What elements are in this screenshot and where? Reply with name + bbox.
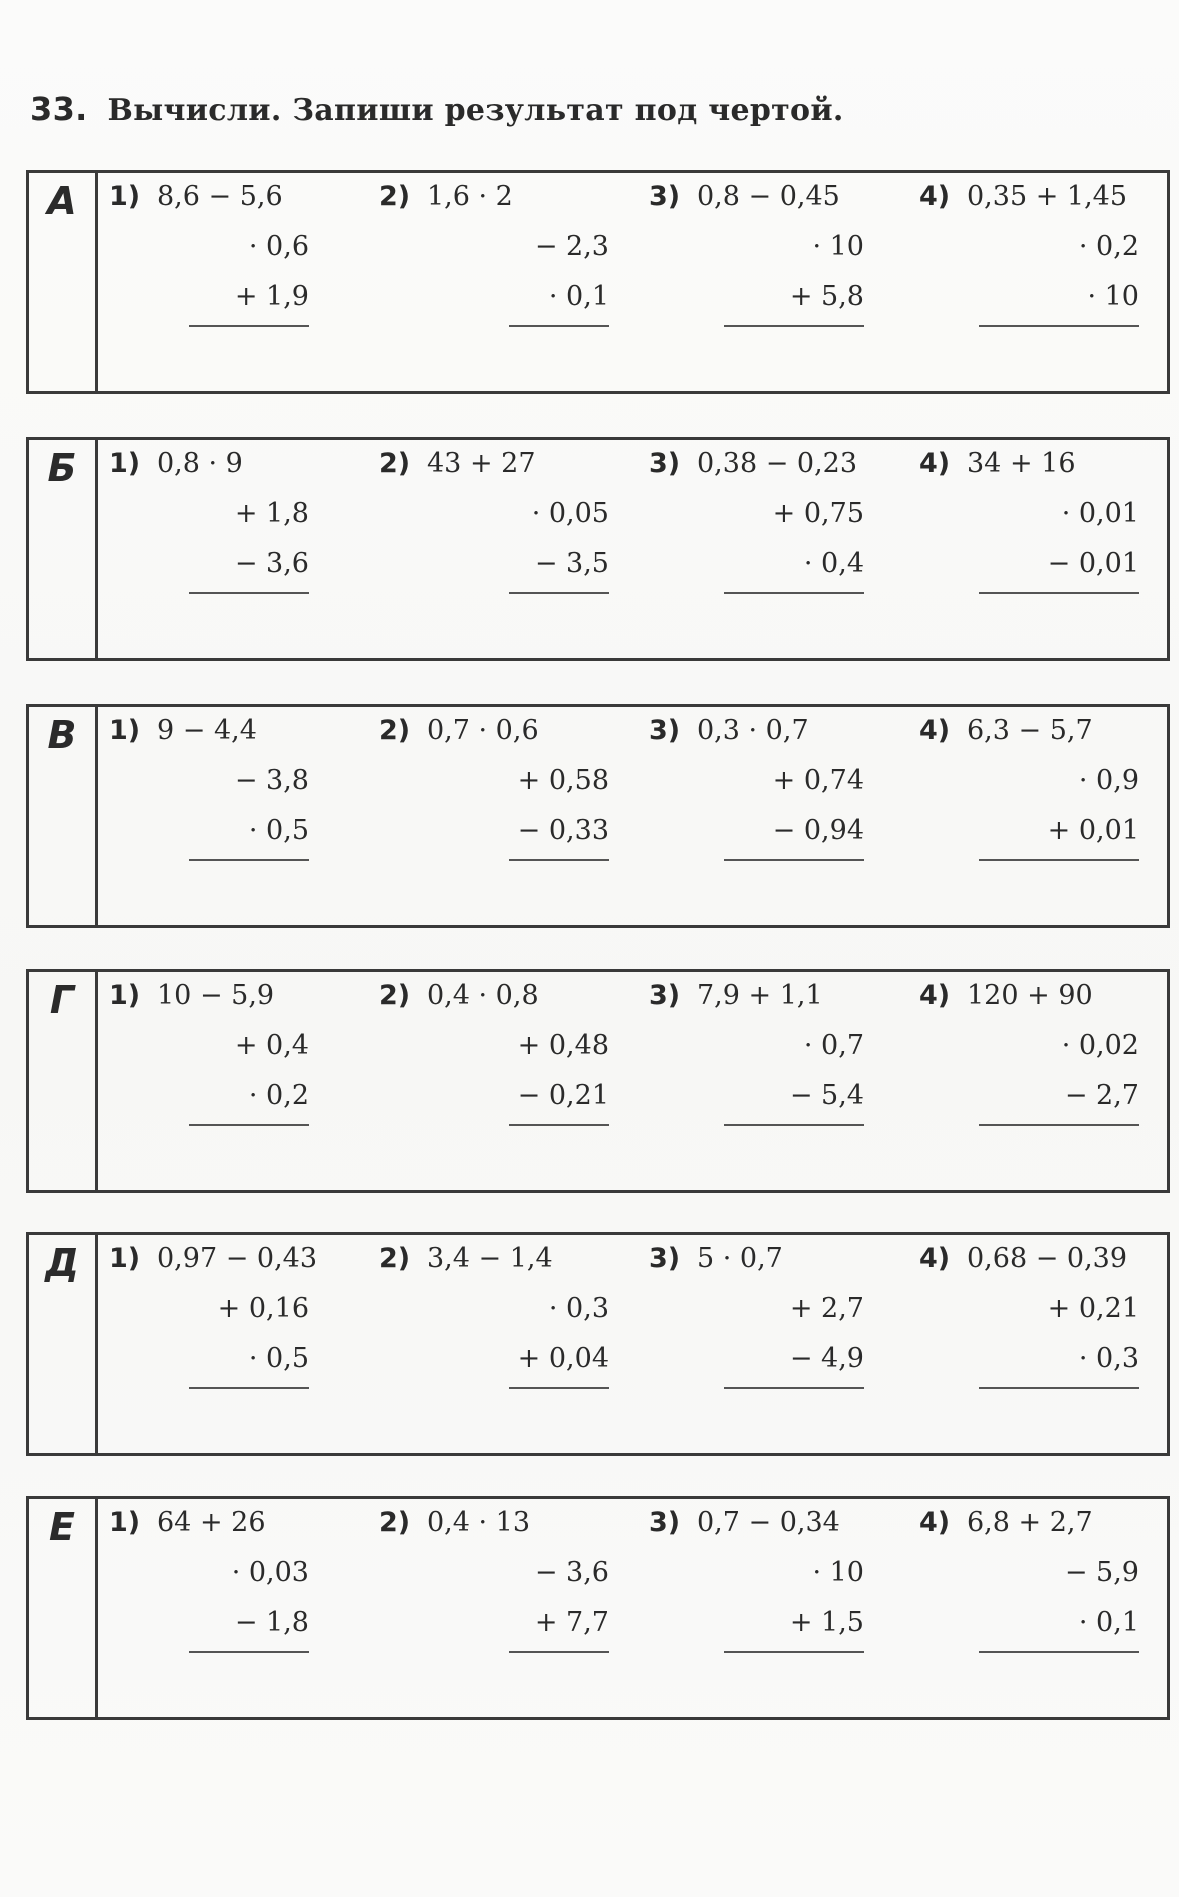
answer-line[interactable] (189, 1124, 309, 1126)
task-2 (379, 440, 609, 640)
task-operation: + 5,8 (789, 281, 864, 312)
task-1 (109, 1499, 309, 1699)
answer-line[interactable] (509, 1387, 609, 1389)
task-3 (649, 173, 864, 373)
task-expression: 0,68 − 0,39 (967, 1243, 1128, 1274)
answer-line[interactable] (509, 325, 609, 327)
task-expression: 0,7 · 0,6 (427, 715, 539, 746)
task-operation: − 0,94 (772, 815, 864, 846)
task-operation: + 0,4 (234, 1030, 309, 1061)
task-operation: + 1,8 (234, 498, 309, 529)
task-number: 3) (649, 1507, 681, 1538)
answer-line[interactable] (724, 1124, 864, 1126)
task-number: 1) (109, 980, 141, 1011)
answer-line[interactable] (189, 1387, 309, 1389)
task-expression: 34 + 16 (967, 448, 1076, 479)
task-expression: 10 − 5,9 (157, 980, 275, 1011)
task-expression: 0,8 − 0,45 (697, 181, 840, 212)
task-expression: 7,9 + 1,1 (697, 980, 823, 1011)
task-number: 3) (649, 715, 681, 746)
task-number: 1) (109, 1507, 141, 1538)
task-expression: 0,7 − 0,34 (697, 1507, 840, 1538)
task-3 (649, 972, 864, 1172)
task-expression: 6,3 − 5,7 (967, 715, 1093, 746)
task-3 (649, 1499, 864, 1699)
task-expression: 120 + 90 (967, 980, 1093, 1011)
task-number: 4) (919, 181, 951, 212)
section-letter: В (47, 713, 77, 757)
task-expression: 3,4 − 1,4 (427, 1243, 553, 1274)
answer-line[interactable] (509, 1651, 609, 1653)
task-expression: 8,6 − 5,6 (157, 181, 283, 212)
section-letter-column (29, 173, 98, 391)
task-expression: 64 + 26 (157, 1507, 266, 1538)
task-number: 3) (649, 448, 681, 479)
task-2 (379, 1235, 609, 1435)
section-letter: Г (49, 978, 75, 1022)
section-letter-column (29, 1499, 98, 1717)
task-operation: + 0,58 (517, 765, 609, 796)
answer-line[interactable] (979, 859, 1139, 861)
task-operation: · 0,4 (803, 548, 864, 579)
task-expression: 5 · 0,7 (697, 1243, 783, 1274)
task-operation: · 10 (812, 1557, 864, 1588)
section-letter: Д (45, 1241, 79, 1285)
task-2 (379, 1499, 609, 1699)
task-number: 3) (649, 980, 681, 1011)
task-number: 2) (379, 181, 411, 212)
task-operation: − 4,9 (789, 1343, 864, 1374)
answer-line[interactable] (724, 592, 864, 594)
task-operation: · 0,3 (548, 1293, 609, 1324)
task-operation: − 3,6 (234, 548, 309, 579)
task-expression: 0,35 + 1,45 (967, 181, 1128, 212)
answer-line[interactable] (979, 325, 1139, 327)
task-3 (649, 1235, 864, 1435)
task-operation: + 2,7 (789, 1293, 864, 1324)
task-operation: + 0,75 (772, 498, 864, 529)
section-6 (26, 1496, 1170, 1720)
task-operation: · 0,6 (248, 231, 309, 262)
task-expression: 0,97 − 0,43 (157, 1243, 318, 1274)
task-2 (379, 972, 609, 1172)
task-number: 2) (379, 448, 411, 479)
task-operation: − 0,21 (517, 1080, 609, 1111)
section-4 (26, 969, 1170, 1193)
task-1 (109, 972, 309, 1172)
task-operation: · 0,2 (248, 1080, 309, 1111)
answer-line[interactable] (724, 1387, 864, 1389)
task-2 (379, 707, 609, 907)
answer-line[interactable] (724, 1651, 864, 1653)
task-1 (109, 440, 309, 640)
task-4 (919, 173, 1139, 373)
answer-line[interactable] (979, 592, 1139, 594)
task-4 (919, 707, 1139, 907)
task-operation: − 5,9 (1064, 1557, 1139, 1588)
answer-line[interactable] (509, 859, 609, 861)
task-operation: · 0,03 (231, 1557, 309, 1588)
task-operation: · 0,05 (531, 498, 609, 529)
section-1 (26, 170, 1170, 394)
task-operation: + 0,48 (517, 1030, 609, 1061)
task-operation: · 0,02 (1061, 1030, 1139, 1061)
task-operation: · 0,3 (1078, 1343, 1139, 1374)
task-operation: − 3,6 (534, 1557, 609, 1588)
task-operation: − 2,3 (534, 231, 609, 262)
task-1 (109, 1235, 318, 1435)
task-number: 4) (919, 448, 951, 479)
section-letter-column (29, 440, 98, 658)
exercise-number: 33. (30, 90, 88, 128)
task-operation: − 2,7 (1064, 1080, 1139, 1111)
task-number: 4) (919, 715, 951, 746)
task-operation: · 0,7 (803, 1030, 864, 1061)
section-3 (26, 704, 1170, 928)
task-expression: 6,8 + 2,7 (967, 1507, 1093, 1538)
task-expression: 43 + 27 (427, 448, 536, 479)
task-number: 2) (379, 1243, 411, 1274)
task-2 (379, 173, 609, 373)
task-number: 4) (919, 1243, 951, 1274)
answer-line[interactable] (724, 325, 864, 327)
task-expression: 0,4 · 13 (427, 1507, 531, 1538)
task-number: 3) (649, 181, 681, 212)
section-letter-column (29, 972, 98, 1190)
task-operation: · 0,01 (1061, 498, 1139, 529)
task-number: 4) (919, 980, 951, 1011)
task-number: 2) (379, 715, 411, 746)
task-operation: + 7,7 (534, 1607, 609, 1638)
task-operation: · 0,1 (548, 281, 609, 312)
task-number: 4) (919, 1507, 951, 1538)
task-operation: · 0,5 (248, 815, 309, 846)
task-operation: − 3,8 (234, 765, 309, 796)
task-operation: − 0,33 (517, 815, 609, 846)
section-5 (26, 1232, 1170, 1456)
task-number: 2) (379, 1507, 411, 1538)
section-letter-column (29, 707, 98, 925)
task-number: 1) (109, 181, 141, 212)
task-operation: − 1,8 (234, 1607, 309, 1638)
answer-line[interactable] (979, 1387, 1139, 1389)
section-letter-column (29, 1235, 98, 1453)
task-number: 1) (109, 1243, 141, 1274)
exercise-heading (30, 90, 844, 128)
answer-line[interactable] (979, 1651, 1139, 1653)
task-operation: + 1,5 (789, 1607, 864, 1638)
answer-line[interactable] (724, 859, 864, 861)
task-operation: + 0,04 (517, 1343, 609, 1374)
exercise-instruction: Вычисли. Запиши результат под чертой. (107, 93, 844, 128)
task-operation: · 0,5 (248, 1343, 309, 1374)
task-expression: 9 − 4,4 (157, 715, 257, 746)
task-4 (919, 1235, 1139, 1435)
task-expression: 1,6 · 2 (427, 181, 513, 212)
task-4 (919, 1499, 1139, 1699)
answer-line[interactable] (189, 592, 309, 594)
task-operation: + 0,16 (217, 1293, 309, 1324)
task-operation: · 0,2 (1078, 231, 1139, 262)
section-letter: Е (49, 1505, 75, 1549)
task-operation: − 3,5 (534, 548, 609, 579)
task-1 (109, 707, 309, 907)
answer-line[interactable] (979, 1124, 1139, 1126)
task-expression: 0,8 · 9 (157, 448, 243, 479)
task-3 (649, 440, 864, 640)
task-3 (649, 707, 864, 907)
task-number: 3) (649, 1243, 681, 1274)
task-operation: − 0,01 (1047, 548, 1139, 579)
task-number: 2) (379, 980, 411, 1011)
task-number: 1) (109, 448, 141, 479)
answer-line[interactable] (189, 1651, 309, 1653)
task-operation: · 0,1 (1078, 1607, 1139, 1638)
answer-line[interactable] (509, 1124, 609, 1126)
task-operation: + 0,74 (772, 765, 864, 796)
task-operation: · 10 (812, 231, 864, 262)
task-operation: + 0,01 (1047, 815, 1139, 846)
task-1 (109, 173, 309, 373)
answer-line[interactable] (189, 859, 309, 861)
task-expression: 0,3 · 0,7 (697, 715, 809, 746)
section-letter: А (47, 179, 77, 223)
task-operation: + 1,9 (234, 281, 309, 312)
task-operation: · 10 (1087, 281, 1139, 312)
task-expression: 0,4 · 0,8 (427, 980, 539, 1011)
task-expression: 0,38 − 0,23 (697, 448, 858, 479)
task-4 (919, 440, 1139, 640)
task-operation: · 0,9 (1078, 765, 1139, 796)
answer-line[interactable] (509, 592, 609, 594)
section-2 (26, 437, 1170, 661)
task-4 (919, 972, 1139, 1172)
task-operation: − 5,4 (789, 1080, 864, 1111)
section-letter: Б (47, 446, 77, 490)
task-operation: + 0,21 (1047, 1293, 1139, 1324)
answer-line[interactable] (189, 325, 309, 327)
task-number: 1) (109, 715, 141, 746)
